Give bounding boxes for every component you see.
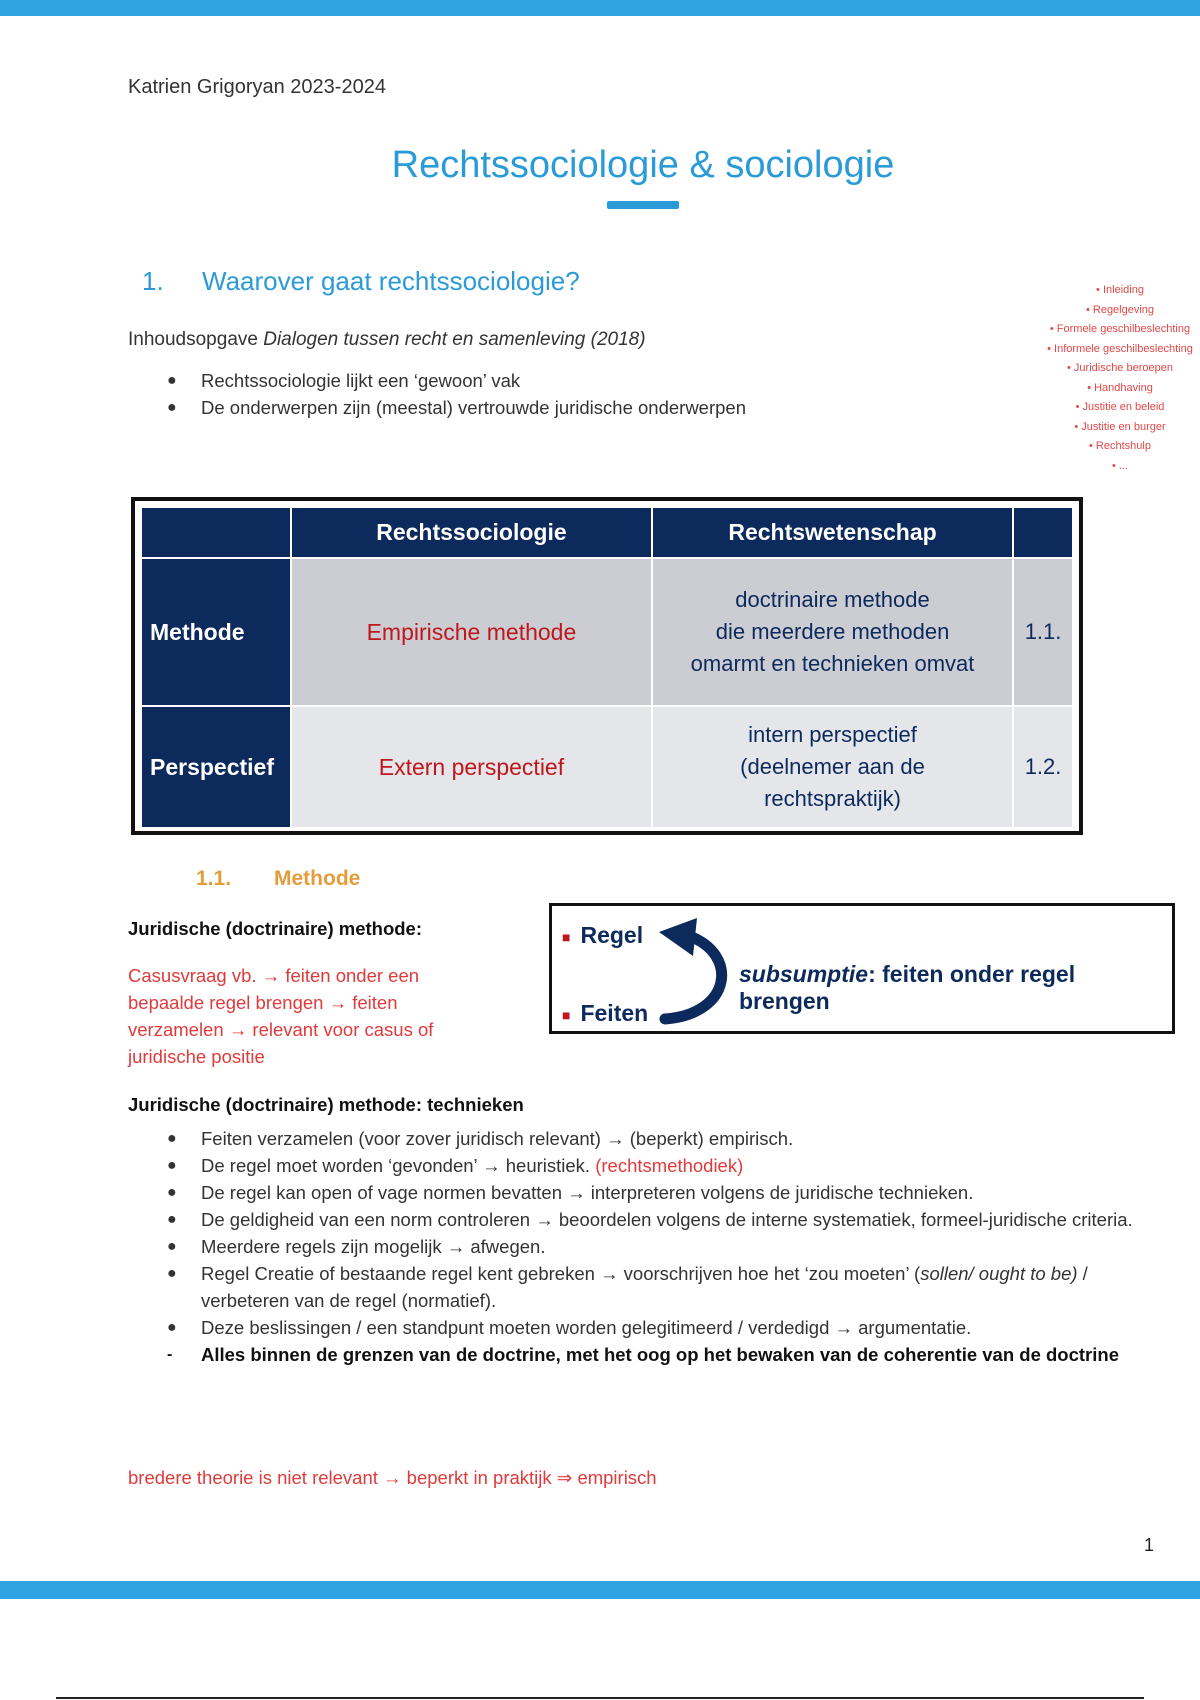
toc-item: • Formele geschilbeslechting <box>1049 323 1191 335</box>
cell-socio-methode: Empirische methode <box>291 558 652 706</box>
feiten-label: ■ Feiten <box>562 1000 649 1026</box>
table-row <box>141 558 1073 706</box>
intro-prefix: Inhoudsopgave <box>128 329 264 350</box>
intro-book-title: Dialogen tussen recht en samenleving (2018) <box>263 329 646 350</box>
cell-ref-perspectief: 1.2. <box>1013 706 1073 828</box>
toc-item: • Justitie en burger <box>1074 420 1166 433</box>
list-item: ● Deze beslissingen / een standpunt moeten worden gelegitimeerd / verdedigd → argumentatie. <box>167 1317 972 1338</box>
section-1-heading <box>142 266 580 297</box>
row-label-perspectief: Perspectief <box>141 706 291 828</box>
table-header-rechtssociologie: Rechtssociologie <box>291 507 652 558</box>
bottom-note: bredere theorie is niet relevant → beperkt in praktijk ⇒ empirisch <box>128 1467 657 1488</box>
page-title: Rechtssociologie & sociologie <box>391 144 895 186</box>
subsumptie-text: subsumptie: feiten onder regel brengen <box>739 961 1076 1014</box>
table-row <box>141 706 1073 828</box>
list-item: - Alles binnen de grenzen van de doctrine, met het oog op het bewaken van de coherentie van de doctrine <box>167 1344 1119 1365</box>
toc-item: • Handhaving <box>1087 381 1153 394</box>
cell-wet-perspectief: intern perspectief (deelnemer aan de rechtspraktijk) <box>652 706 1013 828</box>
comparison-table <box>140 506 1074 829</box>
section-1-1-title: Methode <box>274 867 361 890</box>
list-item: ● Regel Creatie of bestaande regel kent gebreken → voorschrijven hoe het ‘zou moeten’ (sollen/ ought to be) / verbeteren van de regel (normatief). <box>167 1263 1088 1311</box>
page-number: 1 <box>1144 1535 1155 1555</box>
juridische-methode-heading: Juridische (doctrinaire) methode: <box>128 918 422 939</box>
regel-label: ■ Regel <box>562 922 644 948</box>
list-item: ● De regel moet worden ‘gevonden’ → heuristiek. (rechtsmethodiek) <box>167 1155 744 1176</box>
top-accent-bar <box>0 0 1200 16</box>
toc-item: • Regelgeving <box>1085 303 1155 316</box>
toc-item: • Informele geschilbeslechting <box>1047 342 1193 355</box>
table-header-rechtswetenschap: Rechtswetenschap <box>652 507 1013 558</box>
technieken-list <box>128 1125 1168 1368</box>
toc-item: • Juridische beroepen <box>1067 362 1173 374</box>
section-1-number: 1. <box>142 266 164 296</box>
toc-item: • Inleiding <box>1096 284 1144 296</box>
author-year: Katrien Grigoryan 2023-2024 <box>128 76 386 98</box>
title-underline <box>607 201 679 209</box>
toc-item: • Justitie en beleid <box>1075 401 1165 413</box>
bottom-accent-bar <box>0 1581 1200 1599</box>
toc-item: • Rechtshulp <box>1089 440 1151 452</box>
casus-text: Casusvraag vb. → feiten onder een bepaalde regel brengen → feiten verzamelen → relevant voor casus of juridische positie <box>128 965 434 1067</box>
cell-ref-methode: 1.1. <box>1013 558 1073 706</box>
toc-list <box>1020 281 1200 476</box>
cell-wet-methode: doctrinaire methode die meerdere methoden omarmt en technieken omvat <box>652 558 1013 706</box>
comparison-table-frame <box>131 497 1083 835</box>
intro-bullet-list <box>128 367 746 421</box>
list-item: ● De onderwerpen zijn (meestal) vertrouwde juridische onderwerpen <box>167 397 746 418</box>
list-item: ● Feiten verzamelen (voor zover juridisch relevant) → (beperkt) empirisch. <box>167 1128 794 1149</box>
list-item: ● De geldigheid van een norm controleren → beoordelen volgens de interne systematiek, formeel-juridische criteria. <box>167 1209 1133 1230</box>
row-label-methode: Methode <box>141 558 291 706</box>
table-header-empty <box>141 507 291 558</box>
list-item: ● De regel kan open of vage normen bevatten → interpreteren volgens de juridische technieken. <box>167 1182 974 1203</box>
technieken-heading: Juridische (doctrinaire) methode: technieken <box>128 1094 524 1115</box>
table-header-ref <box>1013 507 1073 558</box>
toc-item: • ... <box>1111 459 1129 472</box>
curved-arrow-icon <box>647 914 737 1029</box>
section-1-title: Waarover gaat rechtssociologie? <box>202 266 580 296</box>
list-item: ● Rechtssociologie lijkt een ‘gewoon’ vak <box>167 370 521 391</box>
bottom-rule <box>56 1697 1144 1699</box>
intro-line <box>128 329 646 351</box>
section-1-1-heading <box>196 867 360 891</box>
subsumptie-diagram <box>549 903 1175 1034</box>
list-item: ● Meerdere regels zijn mogelijk → afwegen. <box>167 1236 546 1257</box>
section-1-1-number: 1.1. <box>196 867 232 890</box>
cell-socio-perspectief: Extern perspectief <box>291 706 652 828</box>
